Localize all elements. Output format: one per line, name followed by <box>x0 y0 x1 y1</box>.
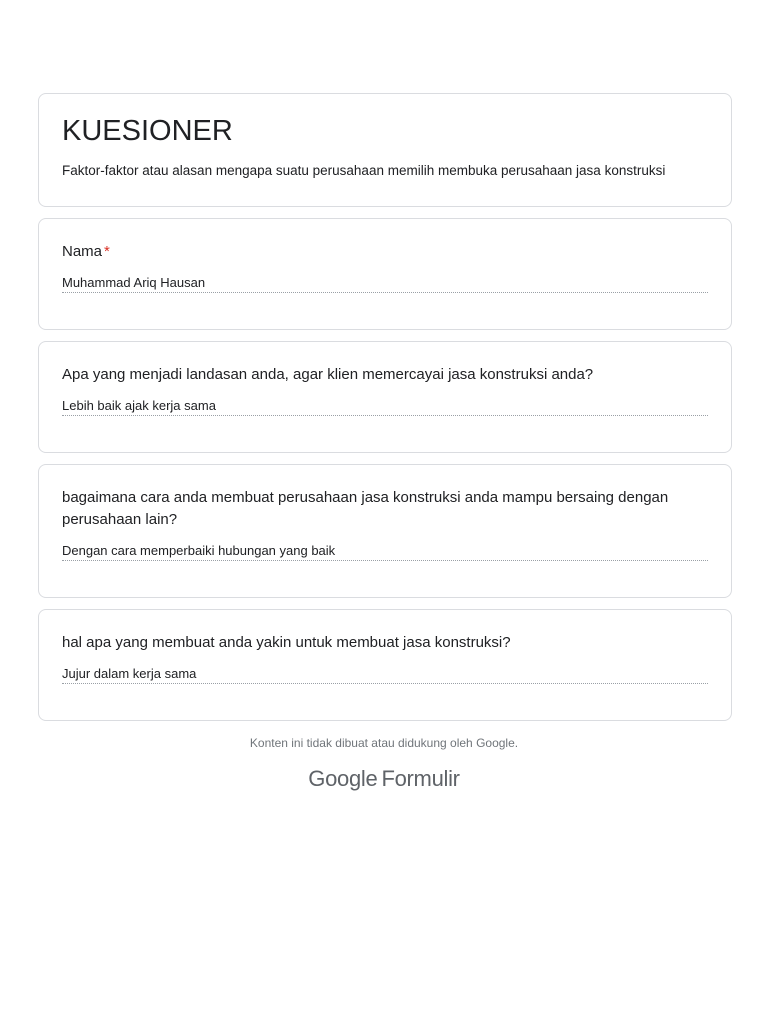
form-header-card <box>38 93 732 207</box>
answer-field: Lebih baik ajak kerja sama <box>62 398 708 416</box>
required-asterisk: * <box>104 243 110 260</box>
question-title <box>62 241 708 263</box>
question-card-bersaing <box>38 464 732 598</box>
brand-product: Formulir <box>381 766 460 791</box>
question-title: Apa yang menjadi landasan anda, agar klien memercayai jasa konstruksi anda? <box>62 366 594 383</box>
answer-field: Dengan cara memperbaiki hubungan yang baik <box>62 543 708 561</box>
google-forms-logo[interactable] <box>0 766 768 792</box>
form-description: Faktor-faktor atau alasan mengapa suatu perusahaan memilih membuka perusahaan jasa konstruksi <box>62 163 666 178</box>
question-card-nama <box>38 218 732 330</box>
form-title: KUESIONER <box>62 115 233 147</box>
question-card-landasan <box>38 341 732 453</box>
answer-field: Jujur dalam kerja sama <box>62 666 708 684</box>
question-label: Nama <box>62 243 103 260</box>
answer-field: Muhammad Ariq Hausan <box>62 275 708 293</box>
question-title: bagaimana cara anda membuat perusahaan jasa konstruksi anda mampu bersaing dengan perusahaan lain? <box>62 489 669 528</box>
disclaimer-text: Konten ini tidak dibuat atau didukung oleh Google. <box>249 736 519 750</box>
form-container <box>38 93 732 732</box>
question-title: hal apa yang membuat anda yakin untuk membuat jasa konstruksi? <box>62 634 511 651</box>
question-card-yakin <box>38 609 732 721</box>
brand-google: Google <box>308 766 378 791</box>
